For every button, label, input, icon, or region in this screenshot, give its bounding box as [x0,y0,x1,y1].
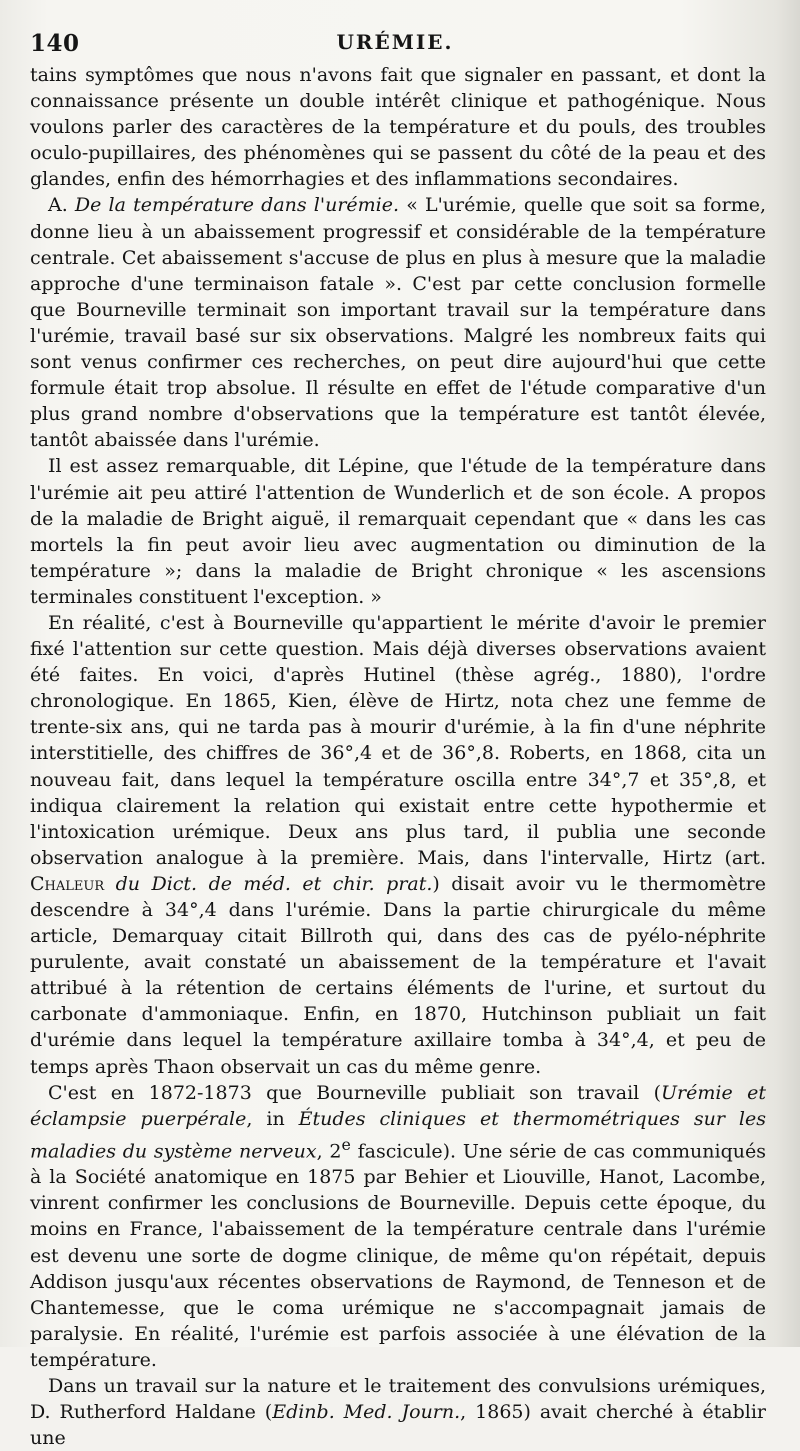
paragraph-text: Il est assez remarquable, dit Lépine, que l'étude de la température dans l'urémie ait peu attiré l'attention de Wunderlich et de son école. A propos de la maladie de Bright aiguë, il remarquait cependant que « dans les cas mortels la fin peut avoir lieu avec augmentation ou diminution de la température »; dans la maladie de Bright chronique « les ascensions terminales constituent l'exception. » [30,455,766,608]
body-text [30,62,766,1451]
section-heading: De la température dans l'urémie. [74,194,400,217]
paragraph-1 [30,62,766,192]
paragraph-4 [30,610,766,1080]
citation-italic: Urémie et éclampsie puerpérale [30,1081,766,1130]
paragraph-text: « L'urémie, quelle que soit sa forme, donne lieu à un abaissement progressif et considérable de la température centrale. Cet abaissement s'accuse de plus en plus à mesure que la maladie approche d'une terminaison fatale ». C'est par cette conclusion formelle que Bourneville terminait son important travail sur la température dans l'urémie, travail basé sur six observations. Malgré les nombreux faits qui sont venus confirmer ces recherches, on peut dire aujourd'hui que cette formule était trop absolue. Il résulte en effet de l'étude comparative d'un plus grand nombre d'observations que la température est tantôt élevée, tantôt abaissée dans l'urémie. [30,194,766,452]
paragraph-text: fascicule). Une série de cas communiqués à la Société anatomique en 1875 par Behier et Liouville, Hanot, Lacombe, vinrent confirmer les conclusions de Bourneville. Depuis cette époque, du moins en France, l'abaissement de la température centrale dans l'urémie est devenu une sorte de dogme clinique, de même qu'on répétait, depuis Addison jusqu'aux récentes observations de Raymond, de Tenneson et de Chantemesse, que le coma urémique ne s'accompagnait jamais de paralysie. En réalité, l'urémie est parfois associée à une élévation de la température. [30,1140,767,1371]
page-header [30,30,760,64]
paragraph-text: , 1865) avait cherché à établir une [30,1401,766,1450]
citation-italic: Edinb. Med. Journ. [272,1401,461,1424]
section-label: A. [48,194,68,217]
article-title-smallcaps: Chaleur [30,872,105,895]
paragraph-text: ) disait avoir vu le thermomètre descendre à 34°,4 dans l'urémie. Dans la partie chirurgicale du même article, Demarquay citait Billroth qui, dans des cas de pyélo-néphrite purulente, avait constaté un abaissement de la température et l'avait attribué à la rétention de certains éléments de l'urine, et surtout du carbonate d'ammoniaque. Enfin, en 1870, Hutchinson publiait un fait d'urémie dans lequel la température axillaire tomba à 34°,4, et peu de temps après Thaon observait un cas du même genre. [30,872,766,1078]
paragraph-text: En réalité, c'est à Bourneville qu'appartient le mérite d'avoir le premier fixé l'attention sur cette question. Mais déjà diverses observations avaient été faites. En voici, d'après Hutinel (thèse agrég., 1880), l'ordre chronologique. En 1865, Kien, élève de Hirtz, nota chez une femme de trente-six ans, qui ne tarda pas à mourir d'urémie, à la fin d'une néphrite interstitielle, des chiffres de 36°,4 et de 36°,8. Roberts, en 1868, cita un nouveau fait, dans lequel la température oscilla entre 34°,7 et 35°,8, et indiqua clairement la relation qui existait entre cette hypothermie et l'intoxication urémique. Deux ans plus tard, il publia une seconde observation analogue à la première. Mais, dans l'intervalle, Hirtz (art. [30,611,766,869]
paragraph-3 [30,453,766,610]
citation-italic: du Dict. de méd. et chir. prat. [115,872,433,895]
paragraph-6 [30,1373,766,1451]
superscript: e [341,1134,351,1154]
paragraph-text: , in [246,1107,299,1130]
paragraph-5 [30,1080,766,1373]
running-title: URÉMIE. [336,30,454,54]
page-number: 140 [30,30,80,57]
paragraph-text: tains symptômes que nous n'avons fait que signaler en passant, et dont la connaissance présente un double intérêt clinique et pathogénique. Nous voulons parler des caractères de la température et du pouls, des troubles oculo-pupillaires, des phénomènes qui se passent du côté de la peau et des glandes, enfin des hémorrhagies et des inflammations secondaires. [30,64,766,191]
citation-italic: Études cliniques et thermométriques sur les maladies du système nerveux [30,1107,766,1163]
paragraph-text: , 2 [316,1140,342,1163]
paragraph-text: Dans un travail sur la nature et le traitement des convulsions urémiques, D. Rutherford Haldane ( [30,1375,766,1424]
paragraph-text: C'est en 1872-1873 que Bourneville publiait son travail ( [48,1081,662,1104]
paragraph-section-a [30,192,766,453]
